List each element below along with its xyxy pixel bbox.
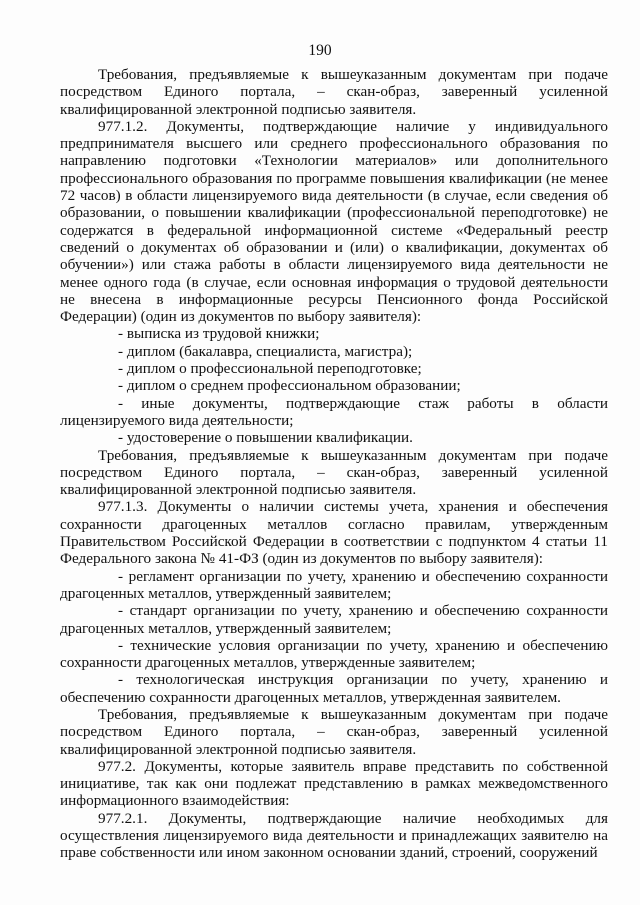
list-item: - выписка из трудовой книжки; bbox=[118, 325, 320, 343]
page-number: 190 bbox=[308, 42, 332, 59]
document-body bbox=[60, 66, 608, 862]
list-item: - стандарт организации по учету, хранению и обеспечению сохранности драгоценных металлов, утвержденный заявителем; bbox=[60, 602, 608, 637]
paragraph: Требования, предъявляемые к вышеуказанным документам при подаче посредством Единого портала, – скан-образ, заверенный усиленной квалифицированной электронной подписью заявителя. bbox=[60, 705, 608, 758]
paragraph: 977.1.3. Документы о наличии системы учета, хранения и обеспечения сохранности драгоценных металлов согласно правилам, утвержденным Правительством Российской Федерации в соответствии с подпунктом 4 статьи 11 Федерального закона № 41-ФЗ (один из документов по выбору заявителя): bbox=[60, 498, 608, 568]
list-item: - диплом (бакалавра, специалиста, магистра); bbox=[118, 342, 413, 360]
paragraph: Требования, предъявляемые к вышеуказанным документам при подаче посредством Единого портала, – скан-образ, заверенный усиленной квалифицированной электронной подписью заявителя. bbox=[60, 446, 608, 499]
list-item: - регламент организации по учету, хранению и обеспечению сохранности драгоценных металлов, утвержденный заявителем; bbox=[60, 567, 608, 602]
paragraph: 977.1.2. Документы, подтверждающие наличие у индивидуального предпринимателя высшего или среднего профессионального образования по направлению подготовки «Технологии материалов» или дополнительного профессионального образования по программе повышения квалификации (не менее 72 часов) в области лицензируемого вида деятельности (в случае, если сведения об образовании, о повышении квалификации (профессиональной переподготовке) не содержатся в федеральной информационной системе «Федеральный реестр сведений о документах об образовании и (или) о квалификации, документах об обучении») или стажа работы в области лицензируемого вида деятельности не менее одного года (в случае, если основная информация о трудовой деятельности не внесена в информационные ресурсы Пенсионного фонда Российской Федерации) (один из документов по выбору заявителя): bbox=[60, 117, 608, 326]
paragraph: 977.2.1. Документы, подтверждающие наличие необходимых для осуществления лицензируемого вида деятельности и принадлежащих заявителю на праве собственности или ином законном основании зданий, строений, сооружений bbox=[60, 809, 608, 862]
list-item: - диплом о среднем профессиональном образовании; bbox=[118, 377, 461, 395]
list-item: - технические условия организации по учету, хранению и обеспечению сохранности драгоценных металлов, утвержденные заявителем; bbox=[60, 636, 608, 672]
list-item: - технологическая инструкция организации по учету, хранению и обеспечению сохранности драгоценных металлов, утвержденная заявителем. bbox=[60, 671, 608, 706]
paragraph: 977.2. Документы, которые заявитель вправе представить по собственной инициативе, так как они подлежат представлению в рамках межведомственного информационного взаимодействия: bbox=[60, 757, 608, 810]
list-item: - диплом о профессиональной переподготовке; bbox=[118, 360, 422, 378]
paragraph: Требования, предъявляемые к вышеуказанным документам при подаче посредством Единого портала, – скан-образ, заверенный усиленной квалифицированной электронной подписью заявителя. bbox=[60, 66, 608, 118]
list-item: - иные документы, подтверждающие стаж работы в области лицензируемого вида деятельности; bbox=[60, 394, 608, 429]
list-item: - удостоверение о повышении квалификации. bbox=[118, 429, 413, 447]
